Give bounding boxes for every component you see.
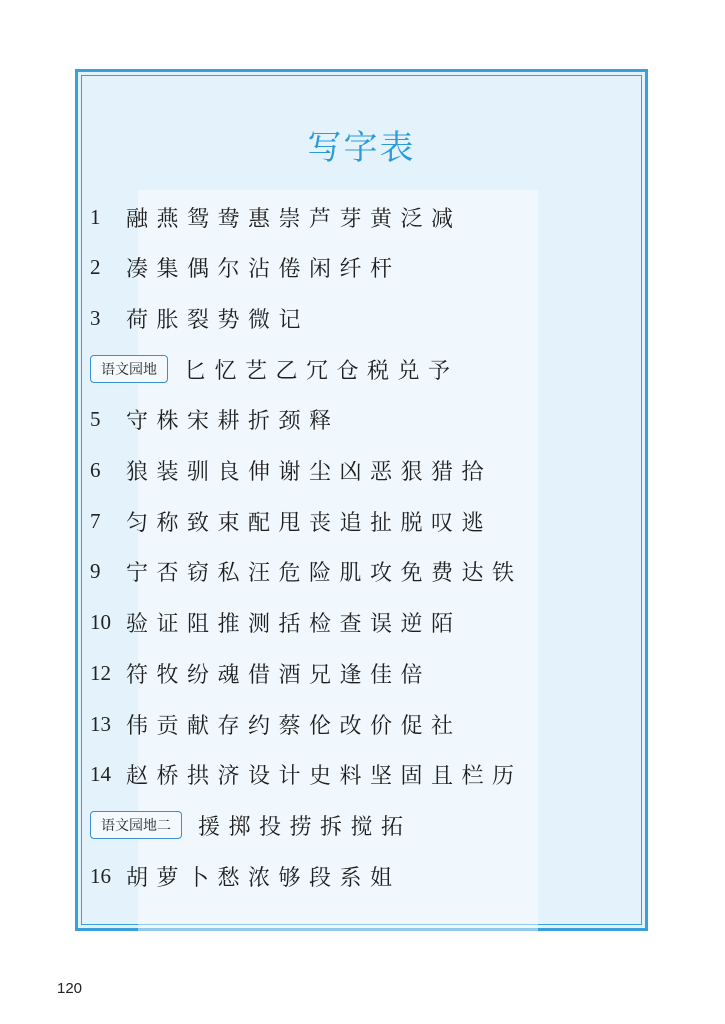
lesson-row <box>90 303 309 333</box>
character-list: 融燕鸳鸯惠崇芦芽黄泛减 <box>126 206 462 232</box>
lesson-row <box>90 760 523 790</box>
character-list: 匀称致束配甩丧追扯脱叹逃 <box>126 510 493 536</box>
section-tag: 语文园地二 <box>90 811 182 839</box>
lesson-number: 1 <box>90 204 101 229</box>
lesson-row <box>90 608 462 638</box>
lesson-row <box>90 405 340 435</box>
lesson-row <box>90 506 492 536</box>
lesson-row <box>90 253 401 283</box>
character-list: 守株宋耕折颈释 <box>126 409 340 435</box>
lesson-row <box>90 354 459 384</box>
character-list: 援掷投捞拆搅拓 <box>198 814 412 840</box>
lesson-number: 16 <box>90 863 111 888</box>
lesson-row <box>90 456 492 486</box>
lesson-row <box>90 557 523 587</box>
character-list: 凑集偶尔沾倦闲纤杆 <box>126 257 401 283</box>
lesson-row <box>90 202 462 232</box>
lesson-row <box>90 658 431 688</box>
character-list: 匕忆艺乙冗仓税兑予 <box>184 358 459 384</box>
word-table-frame <box>75 69 648 931</box>
character-list: 狼装驯良伸谢尘凶恶狠猎拾 <box>126 460 493 485</box>
lesson-number: 6 <box>90 458 101 482</box>
lesson-number: 12 <box>90 660 111 685</box>
lesson-number: 9 <box>90 559 101 584</box>
lesson-row <box>90 810 412 840</box>
character-list: 符牧纷魂借酒兄逢佳倍 <box>126 662 432 688</box>
page-number: 120 <box>57 980 83 997</box>
lesson-row <box>90 709 462 739</box>
lesson-number: 5 <box>90 407 101 432</box>
character-list: 验证阻推测括检查误逆陌 <box>126 612 462 638</box>
lesson-number: 2 <box>90 255 101 280</box>
character-list: 荷胀裂势微记 <box>126 307 310 333</box>
character-list: 宁否窃私汪危险肌攻免费达铁 <box>126 561 523 587</box>
character-list: 赵桥拱济设计史料坚固且栏历 <box>126 764 523 790</box>
lesson-number: 14 <box>90 762 111 787</box>
lesson-number: 7 <box>90 508 101 533</box>
character-list: 伟贡献存约蔡伦改价促社 <box>126 713 462 739</box>
lesson-row <box>90 861 401 891</box>
page-title: 写字表 <box>307 128 416 168</box>
lesson-number: 3 <box>90 305 101 330</box>
lesson-number: 13 <box>90 711 111 736</box>
lesson-number: 10 <box>90 610 111 635</box>
character-list: 胡萝卜愁浓够段系姐 <box>126 865 401 891</box>
section-tag: 语文园地 <box>90 355 168 383</box>
